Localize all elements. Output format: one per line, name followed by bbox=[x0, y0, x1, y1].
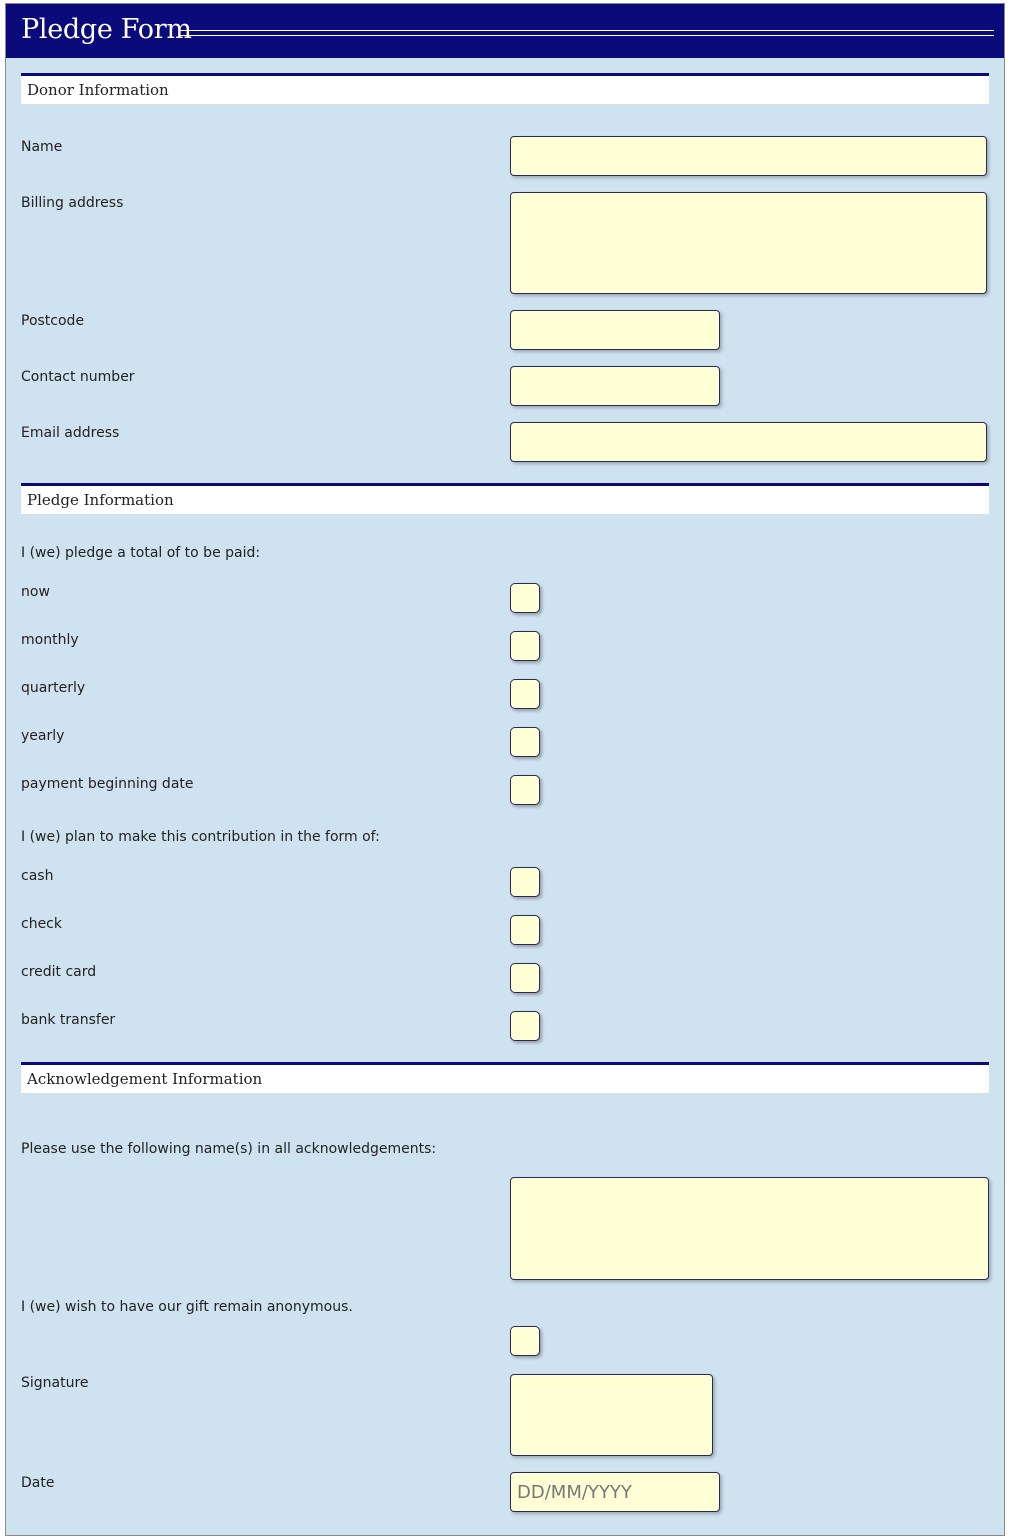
pledge-form bbox=[5, 3, 1005, 1536]
date-input[interactable] bbox=[510, 1472, 720, 1512]
form-header bbox=[6, 4, 1004, 58]
schedule-label-beginning-date: payment beginning date bbox=[21, 776, 194, 792]
anonymous-checkbox[interactable] bbox=[510, 1326, 540, 1356]
method-checkbox-credit-card[interactable] bbox=[510, 963, 540, 993]
schedule-checkbox-beginning-date[interactable] bbox=[510, 775, 540, 805]
pledge-intro-text: I (we) pledge a total of to be paid: bbox=[21, 545, 261, 561]
contact-number-input[interactable] bbox=[510, 366, 720, 406]
name-input[interactable] bbox=[510, 136, 987, 176]
section-donor-information bbox=[21, 73, 989, 104]
schedule-checkbox-yearly[interactable] bbox=[510, 727, 540, 757]
anonymous-label: I (we) wish to have our gift remain anonymous. bbox=[21, 1299, 353, 1315]
schedule-checkbox-quarterly[interactable] bbox=[510, 679, 540, 709]
method-checkbox-bank-transfer[interactable] bbox=[510, 1011, 540, 1041]
section-heading: Donor Information bbox=[27, 81, 169, 99]
signature-field[interactable] bbox=[510, 1374, 713, 1456]
name-label: Name bbox=[21, 139, 63, 155]
date-label: Date bbox=[21, 1475, 55, 1491]
section-heading: Pledge Information bbox=[27, 491, 174, 509]
contribution-form-intro-text: I (we) plan to make this contribution in the form of: bbox=[21, 829, 380, 845]
billing-address-input[interactable] bbox=[510, 192, 987, 294]
method-checkbox-check[interactable] bbox=[510, 915, 540, 945]
title-divider bbox=[180, 30, 994, 36]
method-label-bank-transfer: bank transfer bbox=[21, 1012, 116, 1028]
method-label-credit-card: credit card bbox=[21, 964, 97, 980]
section-heading: Acknowledgement Information bbox=[27, 1070, 263, 1088]
form-title: Pledge Form bbox=[21, 14, 192, 45]
postcode-input[interactable] bbox=[510, 310, 720, 350]
schedule-checkbox-now[interactable] bbox=[510, 583, 540, 613]
section-acknowledgement-information bbox=[21, 1062, 989, 1093]
signature-label: Signature bbox=[21, 1375, 89, 1391]
email-address-input[interactable] bbox=[510, 422, 987, 462]
schedule-checkbox-monthly[interactable] bbox=[510, 631, 540, 661]
acknowledgement-names-input[interactable] bbox=[510, 1177, 989, 1280]
acknowledgement-names-label: Please use the following name(s) in all acknowledgements: bbox=[21, 1141, 437, 1157]
schedule-label-now: now bbox=[21, 584, 50, 600]
contact-number-label: Contact number bbox=[21, 369, 135, 385]
method-label-cash: cash bbox=[21, 868, 54, 884]
email-address-label: Email address bbox=[21, 425, 120, 441]
billing-address-label: Billing address bbox=[21, 195, 124, 211]
schedule-label-monthly: monthly bbox=[21, 632, 79, 648]
schedule-label-yearly: yearly bbox=[21, 728, 65, 744]
method-label-check: check bbox=[21, 916, 62, 932]
schedule-label-quarterly: quarterly bbox=[21, 680, 86, 696]
postcode-label: Postcode bbox=[21, 313, 85, 329]
section-pledge-information bbox=[21, 483, 989, 514]
method-checkbox-cash[interactable] bbox=[510, 867, 540, 897]
